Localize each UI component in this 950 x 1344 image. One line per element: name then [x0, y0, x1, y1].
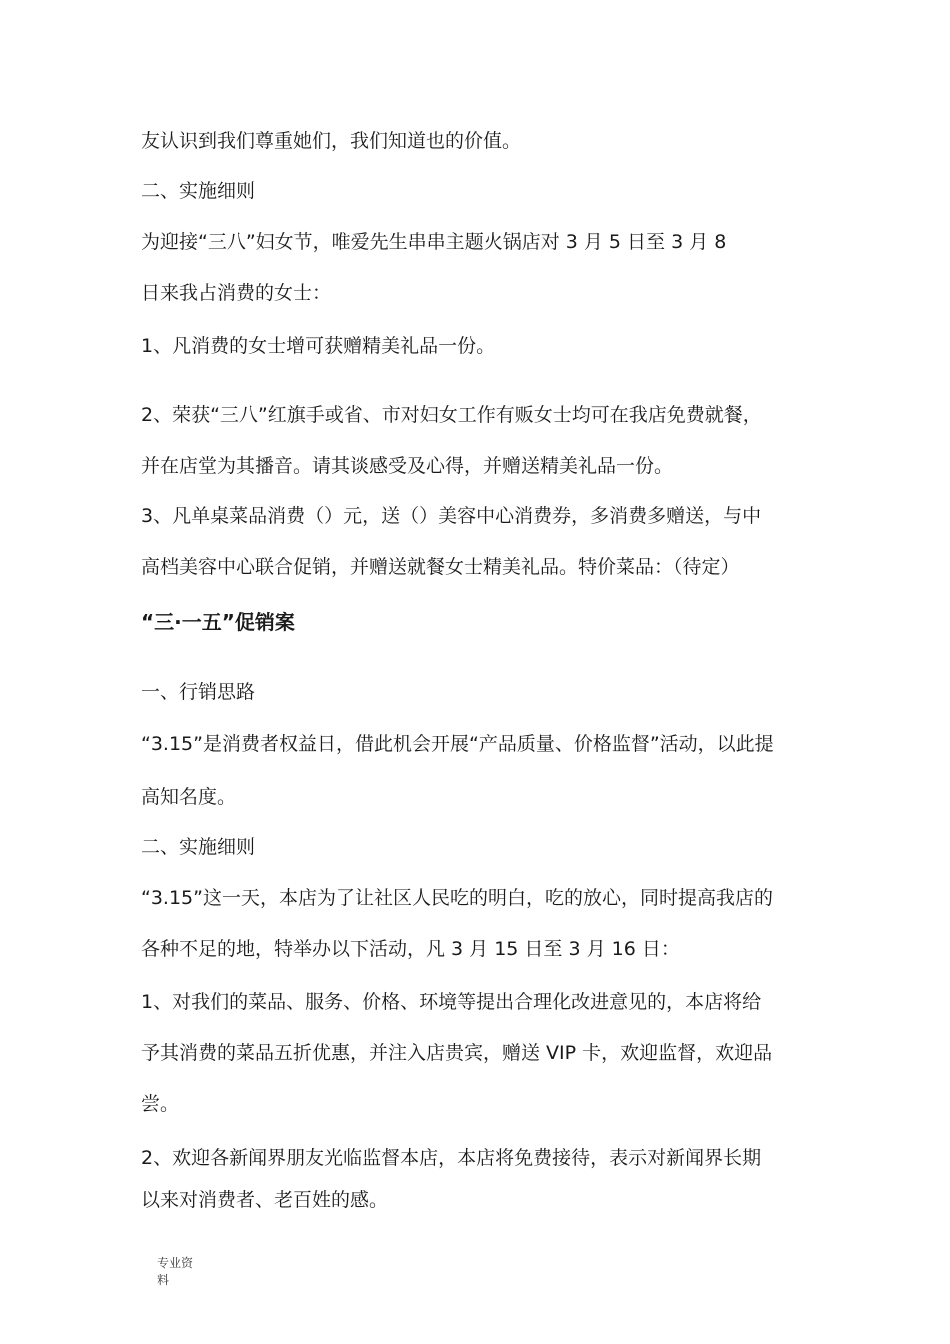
paragraph-line: 予其消费的菜品五折优惠，并注入店贵宾，赠送 VIP 卡，欢迎监督，欢迎品	[141, 1042, 773, 1064]
paragraph-line: 友认识到我们尊重她们，我们知道也的价值。	[141, 130, 522, 152]
document-title: “三·一五”促销案	[141, 610, 295, 634]
section-heading: 二、实施细则	[141, 180, 256, 202]
list-item: 2、荣获“三八”红旗手或省、市对妇女工作有贩女士均可在我店免费就餐，	[141, 404, 762, 426]
paragraph-line: 为迎接“三八”妇女节，唯爱先生串串主题火锅店对 3 月 5 日至 3 月 8	[141, 231, 727, 253]
list-item: 3、凡单桌菜品消费（）元，送（）美容中心消费券，多消费多赠送，与中	[141, 505, 762, 527]
section-heading: 二、实施细则	[141, 836, 256, 858]
paragraph-line: 并在店堂为其播音。请其谈感受及心得，并赠送精美礼品一份。	[141, 455, 674, 477]
footer-text: 料	[157, 1273, 170, 1287]
section-heading: 一、行销思路	[141, 681, 256, 703]
list-item: 1、凡消费的女士增可获赠精美礼品一份。	[141, 335, 496, 357]
footer-text: 专业资	[157, 1256, 194, 1270]
paragraph-line: 尝。	[141, 1093, 180, 1115]
list-item: 1、对我们的菜品、服务、价格、环境等提出合理化改进意见的，本店将给	[141, 991, 762, 1013]
paragraph-line: 高档美容中心联合促销，并赠送就餐女士精美礼品。特价菜品：（待定）	[141, 556, 740, 578]
paragraph-line: 各种不足的地，特举办以下活动，凡 3 月 15 日至 3 月 16 日：	[141, 938, 680, 960]
paragraph-line: 以来对消费者、老百姓的感。	[141, 1189, 389, 1211]
paragraph-line: 日来我占消费的女士：	[141, 282, 332, 304]
paragraph-line: 高知名度。	[141, 786, 237, 808]
paragraph-line: “3.15”是消费者权益日，借此机会开展“产品质量、价格监督”活动，以此提	[141, 733, 774, 755]
paragraph-line: “3.15”这一天，本店为了让社区人民吃的明白，吃的放心，同时提高我店的	[141, 887, 773, 909]
page-footer	[157, 1255, 193, 1289]
list-item: 2、欢迎各新闻界朋友光临监督本店，本店将免费接待，表示对新闻界长期	[141, 1147, 762, 1169]
